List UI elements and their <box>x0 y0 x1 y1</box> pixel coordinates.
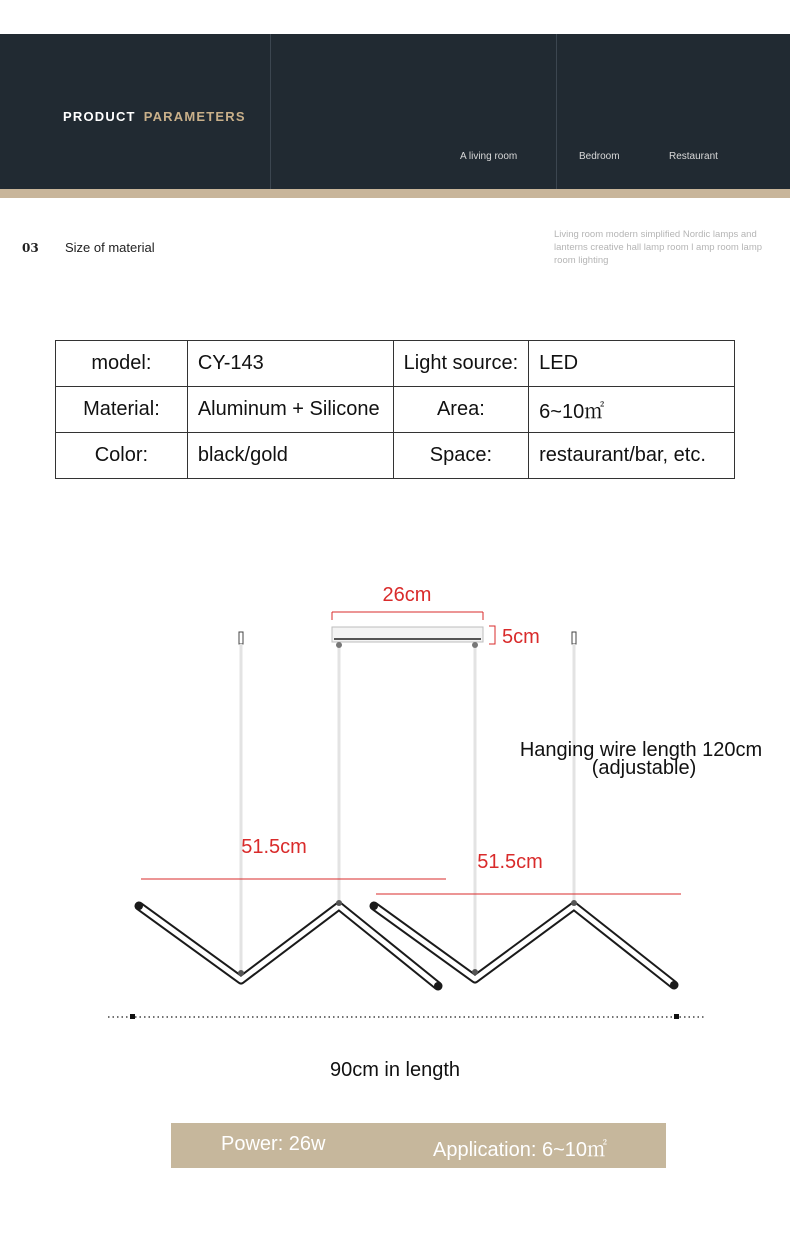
total-length-label: 90cm in length <box>329 1059 461 1081</box>
spec-label: Material: <box>56 387 188 433</box>
table-row <box>56 387 735 433</box>
spec-value: LED <box>529 341 735 387</box>
bar-end-cap <box>135 902 143 910</box>
power-label: Power: 26w <box>221 1133 326 1155</box>
wire-stub <box>239 632 243 644</box>
spec-value: black/gold <box>187 433 393 479</box>
section-description: Living room modern simplified Nordic lamps and lanterns creative hall lamp room l amp room lamp room lighting <box>554 229 763 266</box>
banner-divider <box>270 34 271 189</box>
wire-clip <box>472 642 478 648</box>
bar-end-cap <box>670 981 678 989</box>
section-title: Size of material <box>65 240 155 255</box>
banner-title <box>63 109 246 124</box>
banner-title-white: PRODUCT <box>63 109 136 124</box>
wire-clip <box>336 642 342 648</box>
bar-end-cap <box>370 902 378 910</box>
wire-joint <box>472 969 478 975</box>
bar-end-cap <box>434 982 442 990</box>
tab-restaurant[interactable]: Restaurant <box>669 151 718 162</box>
summary-bar <box>171 1123 666 1168</box>
application-label: Application: 6~10㎡ <box>433 1139 608 1161</box>
wire-length-label: Hanging wire length 120cm <box>519 739 763 761</box>
table-row <box>56 341 735 387</box>
wire-joint <box>336 900 342 906</box>
banner-title-gold: PARAMETERS <box>143 109 246 124</box>
total-length-marker <box>674 1014 679 1019</box>
tab-living-room[interactable]: A living room <box>460 151 518 162</box>
spec-label: Space: <box>393 433 529 479</box>
banner-gold-strip <box>0 189 790 198</box>
banner-divider <box>556 34 557 189</box>
spec-value: CY-143 <box>187 341 393 387</box>
spec-value: restaurant/bar, etc. <box>529 433 735 479</box>
wire-length-note: (adjustable) <box>591 757 697 779</box>
canopy-width-label: 26cm <box>382 584 432 606</box>
spec-table <box>55 340 735 479</box>
total-length-marker <box>130 1014 135 1019</box>
segment-length-label-left: 51.5cm <box>241 836 307 858</box>
canopy-height-label: 5cm <box>502 626 540 648</box>
spec-label: model: <box>56 341 188 387</box>
spec-label: Light source: <box>393 341 529 387</box>
header-banner <box>0 34 790 189</box>
wire-stub <box>572 632 576 644</box>
wire-joint <box>238 970 244 976</box>
spec-label: Area: <box>393 387 529 433</box>
segment-length-label-right: 51.5cm <box>477 851 543 873</box>
table-row <box>56 433 735 479</box>
tab-bedroom[interactable]: Bedroom <box>579 151 620 162</box>
section-number: 03 <box>22 241 39 255</box>
spec-value: Aluminum + Silicone <box>187 387 393 433</box>
wire-joint <box>571 900 577 906</box>
spec-label: Color: <box>56 433 188 479</box>
spec-value: 6~10㎡ <box>529 387 735 433</box>
canopy-height-bracket <box>489 626 495 644</box>
product-dimension-drawing <box>0 560 790 1100</box>
